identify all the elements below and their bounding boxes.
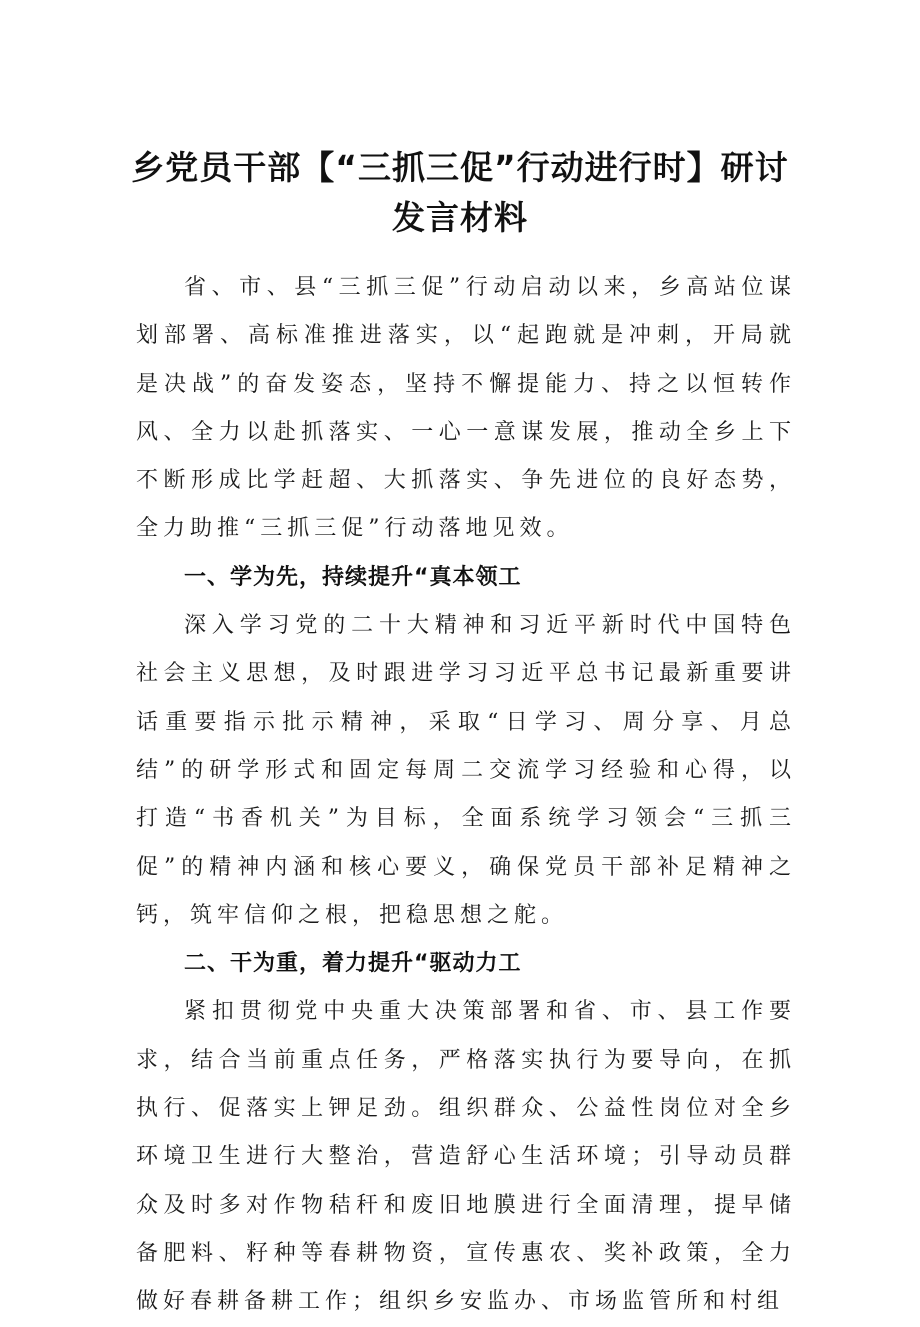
intro-paragraph: 省、市、县“三抓三促”行动启动以来，乡高站位谋划部署、高标准推进落实，以“起跑就是冲刺，开局就是决战”的奋发姿态，坚持不懈提能力、持之以恒转作风、全力以赴抓落实、一心一意谋发展，推动全乡上下不断形成比学赶超、大抓落实、争先进位的良好态势，全力助推“三抓三促”行动落地见效。 (136, 275, 796, 542)
section2-paragraph: 紧扣贯彻党中央重大决策部署和省、市、县工作要求，结合当前重点任务，严格落实执行为要导向，在抓执行、促落实上钾足劲。组织群众、公益性岗位对全乡环境卫生进行大整治，营造舒心生活环境；引导动员群众及时多对作物秸秆和废旧地膜进行全面清理，提早储备肥料、籽种等春耕物资，宣传惠农、奖补政策，全力做好春耕备耕工作；组织乡安监办、市场监管所和村组 (136, 999, 796, 1315)
section1-heading: 一、学为先，持续提升“真本领工 (184, 564, 522, 590)
document-title-line2: 发言材料 (392, 198, 528, 237)
document-title-line1: 乡党员干部【“三抓三促”行动进行时】研讨 (131, 148, 789, 187)
section1-paragraph: 深入学习党的二十大精神和习近平新时代中国特色社会主义思想，及时跟进学习习近平总书记最新重要讲话重要指示批示精神，采取“日学习、周分享、月总结”的研学形式和固定每周二交流学习经验和心得，以打造“书香机关”为目标，全面系统学习领会“三抓三促”的精神内涵和核心要义，确保党员干部补足精神之钙，筑牢信仰之根，把稳思想之舵。 (136, 613, 796, 928)
document-body (136, 264, 796, 1327)
section2-heading: 二、干为重，着力提升“驱动力工 (184, 951, 522, 977)
